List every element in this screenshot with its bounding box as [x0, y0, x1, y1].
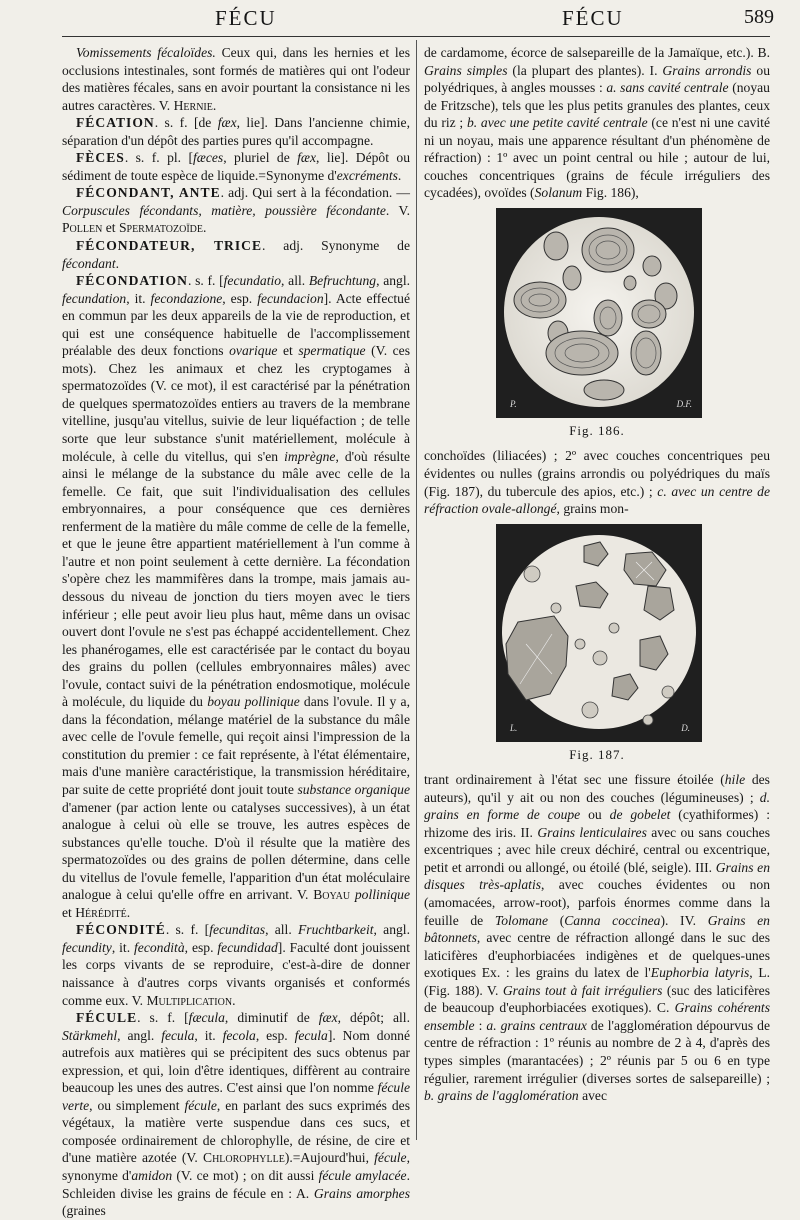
- right-column-bottom-text: [424, 771, 770, 1104]
- text-run: substance organique: [297, 781, 410, 797]
- entry-headword: FÉCONDATION: [76, 273, 188, 289]
- text-run: Grains arrondis: [662, 62, 752, 78]
- text-run: fécule verte: [62, 1080, 410, 1113]
- text-run: d'amener (par action lente ou catalyses successives), à un état analogue à celui où elle se trouve, les autres espèces de substances qu'elle touche. D'où il résulte que la matière des spermatozoïdes ou des grains de pollen détermine, dans celle du vitellus de l'ovule femelle, l'apparition d'un état moléculaire analogue à celui qu'elle offre en arrivant. V.: [62, 799, 410, 903]
- text-run: amidon: [131, 1168, 173, 1183]
- right-column-top-text: [424, 44, 770, 202]
- entry-paragraph: [62, 921, 410, 1009]
- entry-headword: FÉCONDATEUR, TRICE: [76, 238, 263, 254]
- text-run: de l'agglomération dépourvus de centre de réfraction : 1º réunis au nombre de 2 à 4, d'après des types simples (marantacées) ; 2º réunis par 5 ou 6 en type régulier, rarement irrégulier (diverses sortes de salsepareille) ;: [424, 1017, 770, 1086]
- text-run: Ceux qui, dans les hernies et les occlusions intestinales, sont formés de matières qui ont l'odeur des matières fécales, sans en avoir pourtant la consistance ni les autres caractères. V.: [62, 45, 410, 113]
- text-run: ). IV.: [660, 912, 708, 928]
- text-run: Boyau: [313, 887, 351, 903]
- text-run: fæx: [318, 1010, 338, 1026]
- text-run: (: [548, 912, 565, 928]
- text-run: , lie]. Dépôt ou sédiment de toute espèce de liquide.=Synonyme d': [62, 150, 410, 183]
- entry-paragraph: [424, 771, 770, 1104]
- text-run: dans l'ovule. Il y a, dans la fécondation, mélange matériel de la substance du mâle avec celle de l'ovule femelle, qui reçoit ainsi l'impression de la constitution du premier : ce fait représente, à l'état élémentaire, mais d'une manière caractéristique, la transmission héréditaire, par suite de cette propriété dont jouit toute: [62, 694, 410, 797]
- entry-paragraph: [62, 114, 410, 149]
- text-run: et: [102, 220, 119, 236]
- text-run: fæx: [217, 115, 237, 131]
- text-run: excréments: [336, 167, 398, 183]
- text-run: Grains en disques très-aplatis: [424, 859, 770, 893]
- text-run: , pluriel de: [223, 150, 298, 166]
- text-run: fecundidad: [217, 939, 278, 955]
- right-column: [424, 44, 770, 1105]
- figure-187-illustration: [496, 524, 702, 742]
- text-run: fæcula: [188, 1010, 225, 1026]
- figure-186-starch-grains: [496, 208, 702, 418]
- text-run: trant ordinairement à l'état sec une fissure étoilée (: [424, 772, 725, 788]
- text-run: c. avec un centre de réfraction ovale-allongé: [424, 483, 770, 517]
- entry-paragraph: [62, 272, 410, 921]
- text-run: fecondazione: [150, 290, 223, 306]
- entry-paragraph: [62, 44, 410, 114]
- text-run: . adj. Qui sert à la fécondation. —: [220, 185, 410, 201]
- text-run: (la plupart des plantes). I.: [507, 62, 663, 78]
- text-run: . s. f. pl. [: [124, 150, 193, 166]
- figure-187-letter-left: L.: [510, 723, 518, 734]
- running-head-left: FÉCU: [215, 6, 277, 30]
- entry-paragraph: [62, 149, 410, 184]
- text-run: Tolomane: [494, 912, 549, 928]
- text-run: , esp.: [255, 1027, 295, 1043]
- text-run: ou: [580, 807, 610, 823]
- text-run: fécule amylacée: [318, 1168, 407, 1183]
- figure-186-letter-left: P.: [510, 399, 517, 410]
- text-run: , esp.: [184, 939, 218, 955]
- text-run: Pollen: [62, 220, 103, 236]
- text-run: . s. f. [de: [154, 115, 218, 131]
- text-run: ]. Acte effectué en commun par les deux appareils de la vie de reproduction, et qui est une conséquence habituelle de l'accomplissement préalable des deux fonctions: [62, 290, 410, 359]
- text-run: hile: [724, 772, 746, 788]
- text-run: ]. Faculté dont jouissent les corps vivants de se reproduire, c'est-à-dire de donner naissance à d'autres corps vivants organisés et conformés comme eux. V.: [62, 939, 410, 1008]
- text-run: , angl.: [117, 1027, 162, 1043]
- text-run: fæces: [192, 150, 224, 166]
- column-divider: [416, 40, 417, 1140]
- entry-paragraph: [62, 1009, 410, 1220]
- text-run: (V. ce mot) ; on dit aussi: [172, 1168, 319, 1183]
- text-run: , dépôt; all.: [337, 1010, 410, 1026]
- figure-187-caption: Fig. 187.: [569, 746, 625, 762]
- text-run: (noyau de Fritzsche), tels que les plus petits granules des plantes, ceux du riz ;: [424, 80, 770, 131]
- text-run: des auteurs), qu'il y ait ou non des couches (légumineuses) ;: [424, 772, 770, 805]
- text-run: fecundity: [62, 939, 112, 955]
- text-run: :: [474, 1017, 487, 1033]
- text-run: a. grains centraux: [486, 1017, 587, 1033]
- text-run: boyau pollinique: [207, 694, 300, 710]
- text-run: (cyathiformes) : rhizome des iris. II.: [424, 807, 770, 840]
- text-run: fecunditas: [209, 922, 266, 938]
- figure-187-starch-grains: [496, 524, 702, 742]
- text-run: fecundation: [62, 290, 127, 306]
- text-run: Spermatozoïde: [118, 220, 203, 236]
- entry-headword: FÉCATION: [76, 115, 155, 131]
- entry-paragraph: [424, 447, 770, 517]
- text-run: fécule: [184, 1097, 217, 1113]
- text-run: . V.: [385, 202, 410, 218]
- text-run: , it.: [126, 290, 151, 306]
- entry-paragraph: [424, 44, 770, 202]
- text-run: fécule: [374, 1150, 407, 1166]
- text-run: b. avec une petite cavité centrale: [466, 115, 648, 131]
- text-run: a. sans cavité centrale: [606, 80, 729, 96]
- text-run: . s. f. [: [187, 273, 224, 289]
- text-run: spermatique: [298, 343, 366, 359]
- text-run: et: [62, 904, 76, 920]
- text-run: . s. f. [: [165, 922, 210, 938]
- text-run: Fig. 186),: [582, 185, 639, 201]
- text-run: Solanum: [534, 185, 583, 201]
- text-run: de gobelet: [609, 807, 671, 823]
- entry-paragraph: [62, 237, 410, 272]
- text-run: .: [397, 167, 402, 183]
- left-column: [62, 44, 410, 1220]
- text-run: fæx: [297, 150, 317, 166]
- text-run: , it.: [111, 939, 135, 955]
- header-rule: [62, 36, 770, 37]
- text-run: fecola: [222, 1027, 256, 1043]
- text-run: (ce n'est ni une cavité ni un noyau, mais une apparence résultant d'un phénomène de réfraction) : 1º avec un point central ou hile ; autour de lui, couches concentriques (grains de fécule irréguliers des cycadées), ovoïdes (: [424, 115, 770, 201]
- text-run: .: [212, 97, 217, 113]
- figure-187-letter-right: D.: [681, 723, 690, 734]
- text-run: ovarique: [229, 343, 278, 359]
- text-run: et: [277, 343, 299, 359]
- text-run: .: [126, 904, 131, 920]
- text-run: Grains tout à fait irréguliers: [502, 982, 663, 998]
- text-run: ]. Nom donné autrefois aux matières qui se précipitent des sucs obtenus par expression, et qui, loin d'être identiques, diffèrent au contraire beaucoup les unes des autres. C'est ainsi que l'on nomme: [62, 1027, 410, 1096]
- figure-186-illustration: [496, 208, 702, 418]
- text-run: Grains simples: [424, 62, 508, 78]
- text-run: b. grains de l'agglomération: [424, 1088, 579, 1104]
- text-run: , all.: [281, 273, 309, 289]
- text-run: , en parlant des sucs exprimés des végétaux, la matière verte suspendue dans ces sucs, et composée ordinairement de chlorophylle, de résine, de cire et d'une matière azotée (V.: [62, 1097, 411, 1166]
- text-run: conchoïdes (liliacées) ; 2º avec couches concentriques peu évidentes ou nulles (grains arrondis ou polyédriques du maïs (Fig. 187), du tubercule des apios, etc.) ;: [424, 448, 770, 499]
- text-run: fecondità: [134, 939, 185, 955]
- text-run: , lie]. Dans l'ancienne chimie, séparation d'un dépôt des parties pures qu'il accompagne.: [62, 115, 410, 148]
- text-run: fécondant: [62, 255, 116, 271]
- text-run: .: [203, 220, 207, 236]
- text-run: fecula: [161, 1027, 195, 1043]
- figure-186-caption: Fig. 186.: [569, 422, 625, 438]
- text-run: fecundacion: [257, 290, 324, 306]
- text-run: ou polyédriques, à angles mousses :: [424, 62, 770, 96]
- text-run: (suc des laticifères de beaucoup d'euphorbiacées exotiques). C.: [424, 982, 770, 1016]
- text-run: . s. f. [: [137, 1010, 189, 1026]
- text-run: Chlorophylle: [203, 1150, 285, 1166]
- text-run: ).=Aujourd'hui,: [284, 1150, 375, 1166]
- text-run: Grains amorphes: [313, 1185, 410, 1201]
- entry-headword: FÈCES: [76, 150, 125, 166]
- text-run: Grains cohérents ensemble: [424, 1000, 770, 1033]
- text-run: Befruchtung: [308, 273, 377, 289]
- text-run: , angl.: [373, 922, 410, 938]
- text-run: Multiplication: [146, 992, 233, 1008]
- text-run: , it.: [194, 1027, 223, 1043]
- text-run: pollinique: [354, 887, 410, 903]
- text-run: Euphorbia latyris: [650, 965, 750, 981]
- text-run: imprègne: [284, 448, 336, 464]
- text-run: fecula: [294, 1027, 328, 1043]
- text-run: , synonyme d': [62, 1150, 410, 1183]
- text-run: (graines: [62, 1203, 106, 1219]
- text-run: Vomissements fécaloïdes.: [76, 45, 216, 60]
- text-run: . Schleiden divise les grains de fécule en : A.: [62, 1168, 410, 1201]
- text-run: Grains en bâtonnets: [424, 912, 770, 946]
- text-run: d. grains en forme de coupe: [424, 789, 770, 823]
- text-run: , d'où résulte ainsi le mélange de la substance du mâle avec celle de la femelle. Ce fait, que suit l'individualisation des cellules embryonnaires, a pour conséquence que ces dernières renferment de la matière du mâle comme de celle de la femelle, et que le jeune être appartient matériellement à l'un comme à l'autre et non point seulement à cette dernière. La fécondation s'opère chez les mammifères dans la trompe, mais jamais au-dessous du niveau de jonction du tiers moyen avec le tiers inférieur ; elle peut avoir lieu plus haut, même dans un ovisac ouvert dont l'ovule ne s'est pas échappé accidentellement. Chez les phanérogames, elle est caractérisée par le contact du boyau des grains du pollen (cellules embryonnaires mâles) avec l'ovule, contact suivi de la pénétration endosmotique, molécule à molécule, du liquide du: [62, 448, 410, 710]
- entry-headword: FÉCULE: [76, 1010, 138, 1026]
- text-run: .: [232, 992, 236, 1008]
- text-run: (V. ces mots). Chez les animaux et chez les cryptogames à spermatozoïdes (V. ce mot), il est caractérisé par la pénétration de quelques spermatozoïdes entiers au travers de la membrane vitelline, jusqu'au vitellus, suivie de leur liquéfaction ; de telle sorte que leur substance s'unit matériellement, molécule à molécule, à celle du vitellus, qui s'en: [62, 343, 410, 464]
- text-run: Corpuscules fécondants, matière, poussière fécondante: [62, 202, 386, 218]
- text-run: Hernie: [173, 97, 213, 113]
- text-run: , avec centre de réfraction allongé dans le suc des laticifères d'euphorbiacées indigènes et de quelques-unes exotiques Ex. : les grains du latex de l': [424, 930, 770, 981]
- text-run: Hérédité: [75, 904, 127, 920]
- right-column-mid-text: [424, 447, 770, 517]
- text-run: , grains mon-: [556, 501, 629, 517]
- text-run: , ou simplement: [89, 1097, 185, 1113]
- entry-headword: FÉCONDITÉ: [76, 922, 166, 938]
- running-head-right: FÉCU: [562, 6, 624, 30]
- text-run: , L. (Fig. 188). V.: [424, 965, 771, 998]
- text-run: , all.: [265, 922, 298, 938]
- text-run: , diminutif de: [224, 1010, 319, 1026]
- text-run: .: [115, 255, 120, 271]
- text-run: Canna coccinea: [564, 912, 661, 928]
- text-run: , esp.: [222, 290, 258, 306]
- text-run: Fruchtbarkeit: [298, 922, 374, 938]
- text-run: , angl.: [376, 273, 410, 289]
- page-number: 589: [744, 6, 774, 28]
- text-run: , avec couches évidentes ou non (amomacées, arrow-root), parfois énormes comme dans la feuille de: [424, 877, 771, 928]
- text-run: avec: [578, 1088, 607, 1104]
- text-run: de cardamome, écorce de salsepareille de la Jamaïque, etc.). B.: [424, 45, 770, 60]
- text-run: Stärkmehl: [62, 1027, 118, 1043]
- figure-186-letter-right: D.F.: [676, 399, 692, 410]
- entry-headword: FÉCONDANT, ANTE: [76, 185, 221, 201]
- text-run: Grains lenticulaires: [537, 824, 647, 840]
- entry-paragraph: [62, 184, 410, 237]
- text-run: avec ou sans couches excentriques ; avec hile creux déchiré, central ou excentrique, petit et arrondi ou allongé, ou étoilé (blé, seigle). III.: [424, 824, 770, 875]
- text-run: fecundatio: [223, 273, 282, 289]
- text-run: . adj. Synonyme de: [262, 238, 410, 254]
